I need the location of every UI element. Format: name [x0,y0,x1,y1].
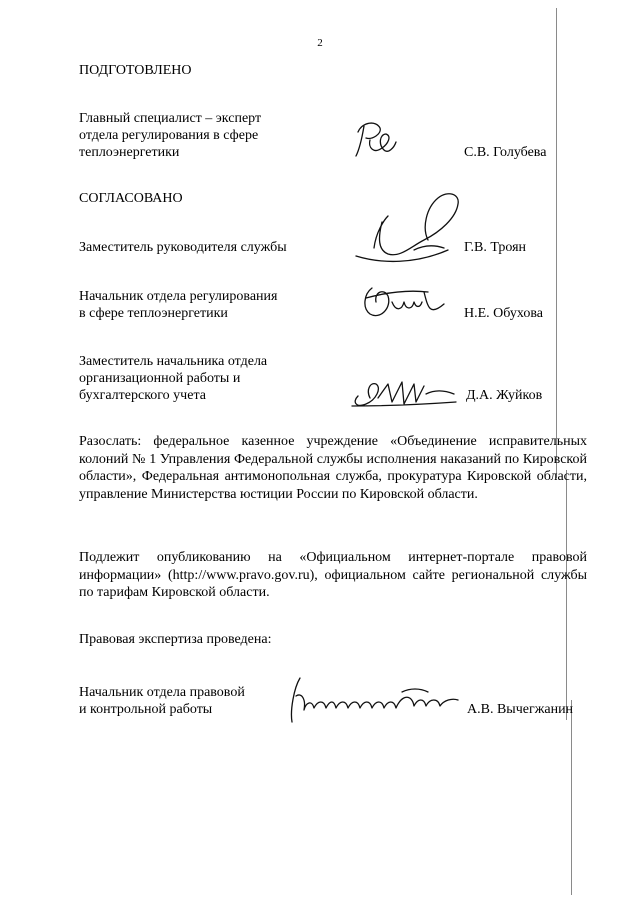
prepared-position-line: теплоэнергетики [79,145,180,160]
agreed-position-line: Заместитель начальника отдела [79,354,268,369]
legal-review-name: А.В. Вычегжанин [467,702,574,717]
agreed-position-line: бухгалтерского учета [79,388,206,403]
signature-troyan [352,188,464,270]
legal-review-position-line: и контрольной работы [79,702,213,717]
legal-review-position-line: Начальник отдела правовой [79,685,245,700]
publication-paragraph: Подлежит опубликованию на «Официальном интернет-портале правовой информации» (http://www.pravo.gov.ru), официальном сайте региональной службы по тарифам Кировской области. [79,550,587,600]
distribution-paragraph: Разослать: федеральное казенное учреждение «Объединение исправительных колоний № 1 Управления Федеральной службы исполнения наказаний по Кировской области», Федеральная антимонопольная служба, прокуратура Кировской области, управление Министерства юстиции России по Кировской области. [79,434,587,502]
prepared-position-line: Главный специалист – эксперт [79,111,262,126]
agreed-position-line: организационной работы и [79,371,241,386]
agreed-heading: СОГЛАСОВАНО [79,191,183,206]
signature-vychegzhanin [282,670,462,728]
scan-edge-line [571,700,572,895]
prepared-heading: ПОДГОТОВЛЕНО [79,63,192,78]
agreed-position-line: Заместитель руководителя службы [79,240,287,255]
agreed-position-line: Начальник отдела регулирования [79,289,278,304]
prepared-position-line: отдела регулирования в сфере [79,128,259,143]
signature-zhuikov [348,376,460,410]
signature-obukhova [358,278,448,324]
prepared-name: С.В. Голубева [464,145,547,160]
agreed-name: Д.А. Жуйков [466,388,543,403]
agreed-name: Г.В. Троян [464,240,527,255]
scan-edge-line [556,8,557,478]
signature-golubeva [352,118,400,164]
agreed-name: Н.Е. Обухова [464,306,543,321]
legal-review-statement: Правовая экспертиза проведена: [79,632,272,647]
agreed-position-line: в сфере теплоэнергетики [79,306,228,321]
page-number: 2 [317,37,323,49]
